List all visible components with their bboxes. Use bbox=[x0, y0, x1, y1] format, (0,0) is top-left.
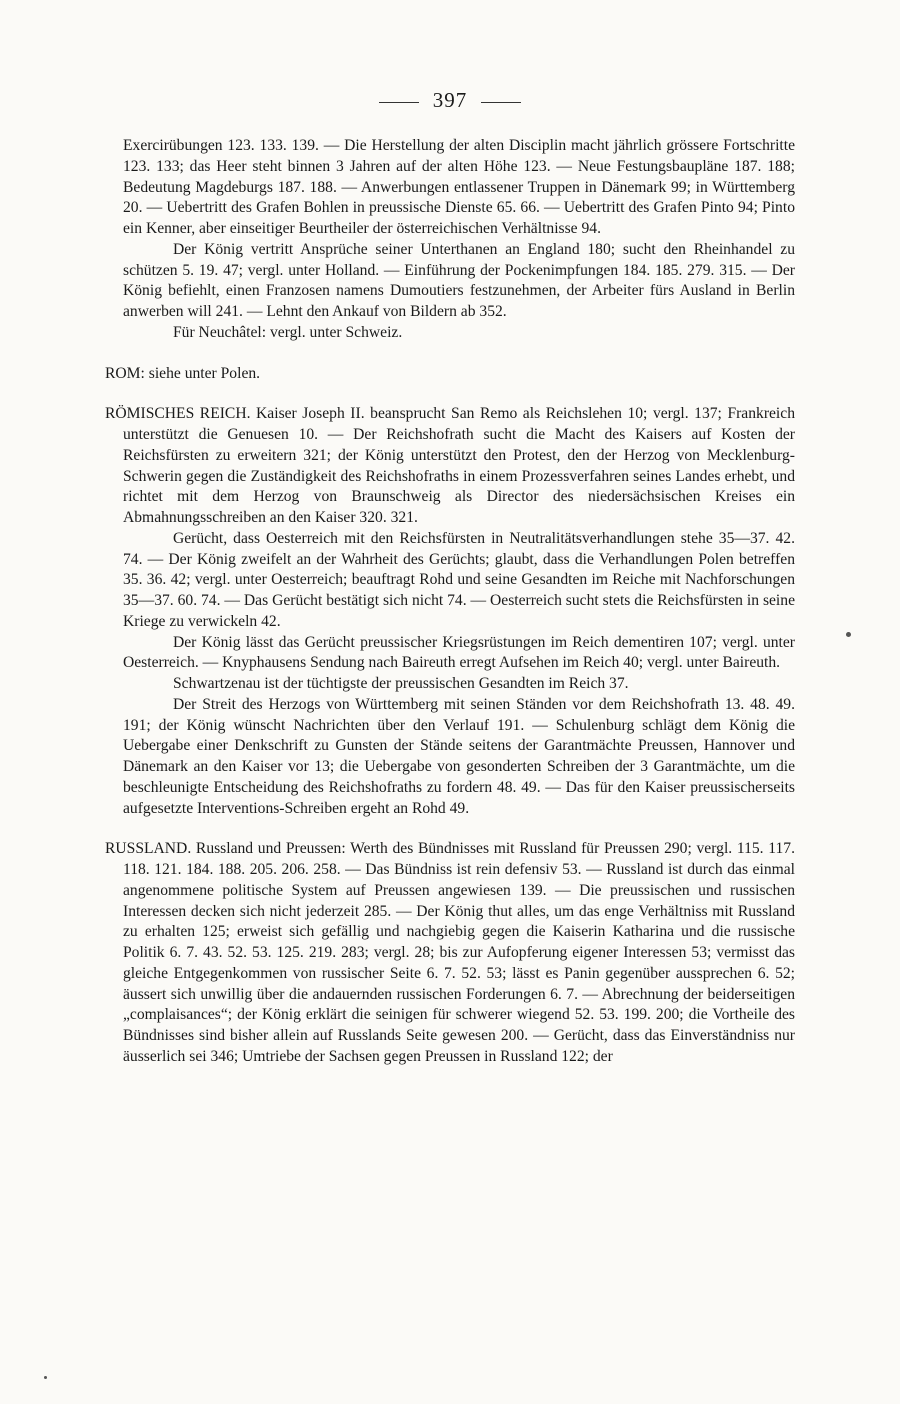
page-header bbox=[0, 88, 900, 113]
paragraph: ROM: siehe unter Polen. bbox=[105, 364, 261, 382]
header-rule-left bbox=[379, 102, 419, 103]
scan-speck bbox=[846, 632, 851, 637]
header-rule-right bbox=[481, 102, 521, 103]
entry-rom bbox=[105, 364, 795, 385]
paragraph: Der Streit des Herzogs von Württemberg mit seinen Ständen vor dem Reichshofrath 13. 48. 49. 191; der König wünscht Nachrichten über den Verlauf 191. — Schulenburg schlägt dem König die Uebergabe einer Denkschrift zu Gunsten der Stände seitens der Garantmächte Preussen, Hannover und Dänemark an den Kaiser vor 13; die Uebergabe von gesonderten Schreiben der 3 Garantmächte, um die beschleunigte Entscheidung des Reichshofraths zu fordern 48. 49. — Das für den Kaiser preussischerseits aufgesetzte Interventions-Schreiben ergeht an Rohd 49. bbox=[123, 695, 795, 817]
paragraph: Exercirübungen 123. 133. 139. — Die Herstellung der alten Disciplin macht jährlich grössere Fortschritte 123. 133; das Heer steht binnen 3 Jahren auf der alten Höhe 123. — Neue Festungsbaupläne 187. 188; Bedeutung Magdeburgs 187. 188. — Anwerbungen entlassener Truppen in Dänemark 99; in Württemberg 20. — Uebertritt des Grafen Bohlen in preussische Dienste 65. 66. — Uebertritt des Grafen Pinto 94; Pinto ein Kenner, aber einseitiger Beurtheiler der österreichischen Verhältnisse 94. bbox=[123, 137, 795, 237]
entry-roemisches-reich bbox=[105, 404, 795, 819]
paragraph: Gerücht, dass Oesterreich mit den Reichsfürsten in Neutralitätsverhandlungen stehe 35—37. 42. 74. — Der König zweifelt an der Wahrheit des Gerüchts; glaubt, dass die Verhandlungen Polen betreffen 35. 36. 42; vergl. unter Oesterreich; beauftragt Rohd und seine Gesandten im Reiche mit Nachforschungen 35—37. 60. 74. — Das Gerücht bestätigt sich nicht 74. — Oesterreich sucht stets die Reichsfürsten in seine Kriege zu verwickeln 42. bbox=[123, 529, 795, 630]
page-number: 397 bbox=[432, 88, 468, 112]
paragraph: RUSSLAND. Russland und Preussen: Werth des Bündnisses mit Russland für Preussen 290; vergl. 115. 117. 118. 121. 184. 188. 205. 206. 258. — Das Bündniss ist rein defensiv 53. — Russland ist durch das einmal angenommene politische System auf Preussen angewiesen 139. — Die preussischen und russischen Interessen decken sich nicht jederzeit 285. — Der König thut alles, um das enge Verhältniss mit Russland zu erhalten 125; erweist sich gefällig und nachgiebig gegen die Kaiserin Katharina und die russische Politik 6. 7. 43. 52. 53. 125. 219. 283; vergl. 28; bis zur Aufopferung eigener Interessen 53; vermisst das gleiche Entgegenkommen von russischer Seite 6. 7. 52. 53; lässt es Panin gegenüber aussprechen 6. 52; äussert sich unwillig über die andauernden russischen Forderungen 6. 7. — Abrechnung der beiderseitigen „complaisances“; der König erklärt die seinigen für schwerer wiegend 52. 53. 199. 200; die Vortheile des Bündnisses sind bisher allein auf Russlands Seite gewesen 200. — Gerücht, dass das Einverständniss nur äusserlich sei 346; Umtriebe der Sachsen gegen Preussen in Russland 122; der bbox=[105, 840, 795, 1065]
paragraph: Der König vertritt Ansprüche seiner Unterthanen an England 180; sucht den Rheinhandel zu schützen 5. 19. 47; vergl. unter Holland. — Einführung der Pockenimpfungen 184. 185. 279. 315. — Der König befiehlt, einen Franzosen namens Dumoutiers festzunehmen, der Arbeiter fürs Ausland in Berlin anwerben will 241. — Lehnt den Ankauf von Bildern ab 352. bbox=[123, 240, 795, 320]
paragraph: Der König lässt das Gerücht preussischer Kriegsrüstungen im Reich dementiren 107; vergl. unter Oesterreich. — Knyphausens Sendung nach Baireuth erregt Aufsehen im Reich 40; vergl. unter Baireuth. bbox=[123, 633, 795, 672]
entry-continuation bbox=[123, 136, 795, 344]
text-column bbox=[105, 136, 795, 1068]
paragraph: Für Neuchâtel: vergl. unter Schweiz. bbox=[173, 323, 403, 341]
entry-russland bbox=[105, 839, 795, 1067]
paragraph: RÖMISCHES REICH. Kaiser Joseph II. beansprucht San Remo als Reichslehen 10; vergl. 137; Frankreich unterstützt die Genuesen 10. — Der Reichshofrath sucht die Macht des Kaisers auf Kosten der Reichsfürsten zu erweitern 321; der König unterstützt den Protest, den der Herzog von Mecklenburg-Schwerin gegen die Zuständigkeit des Reichshofraths in einem Prozessverfahren seines Landes erhebt, und richtet mit dem Herzog von Braunschweig als Director des niedersächsischen Kreises ein Abmahnungsschreiben an den Kaiser 320. 321. bbox=[105, 405, 795, 526]
scan-speck bbox=[44, 1376, 47, 1379]
paragraph: Schwartzenau ist der tüchtigste der preussischen Gesandten im Reich 37. bbox=[173, 675, 629, 692]
